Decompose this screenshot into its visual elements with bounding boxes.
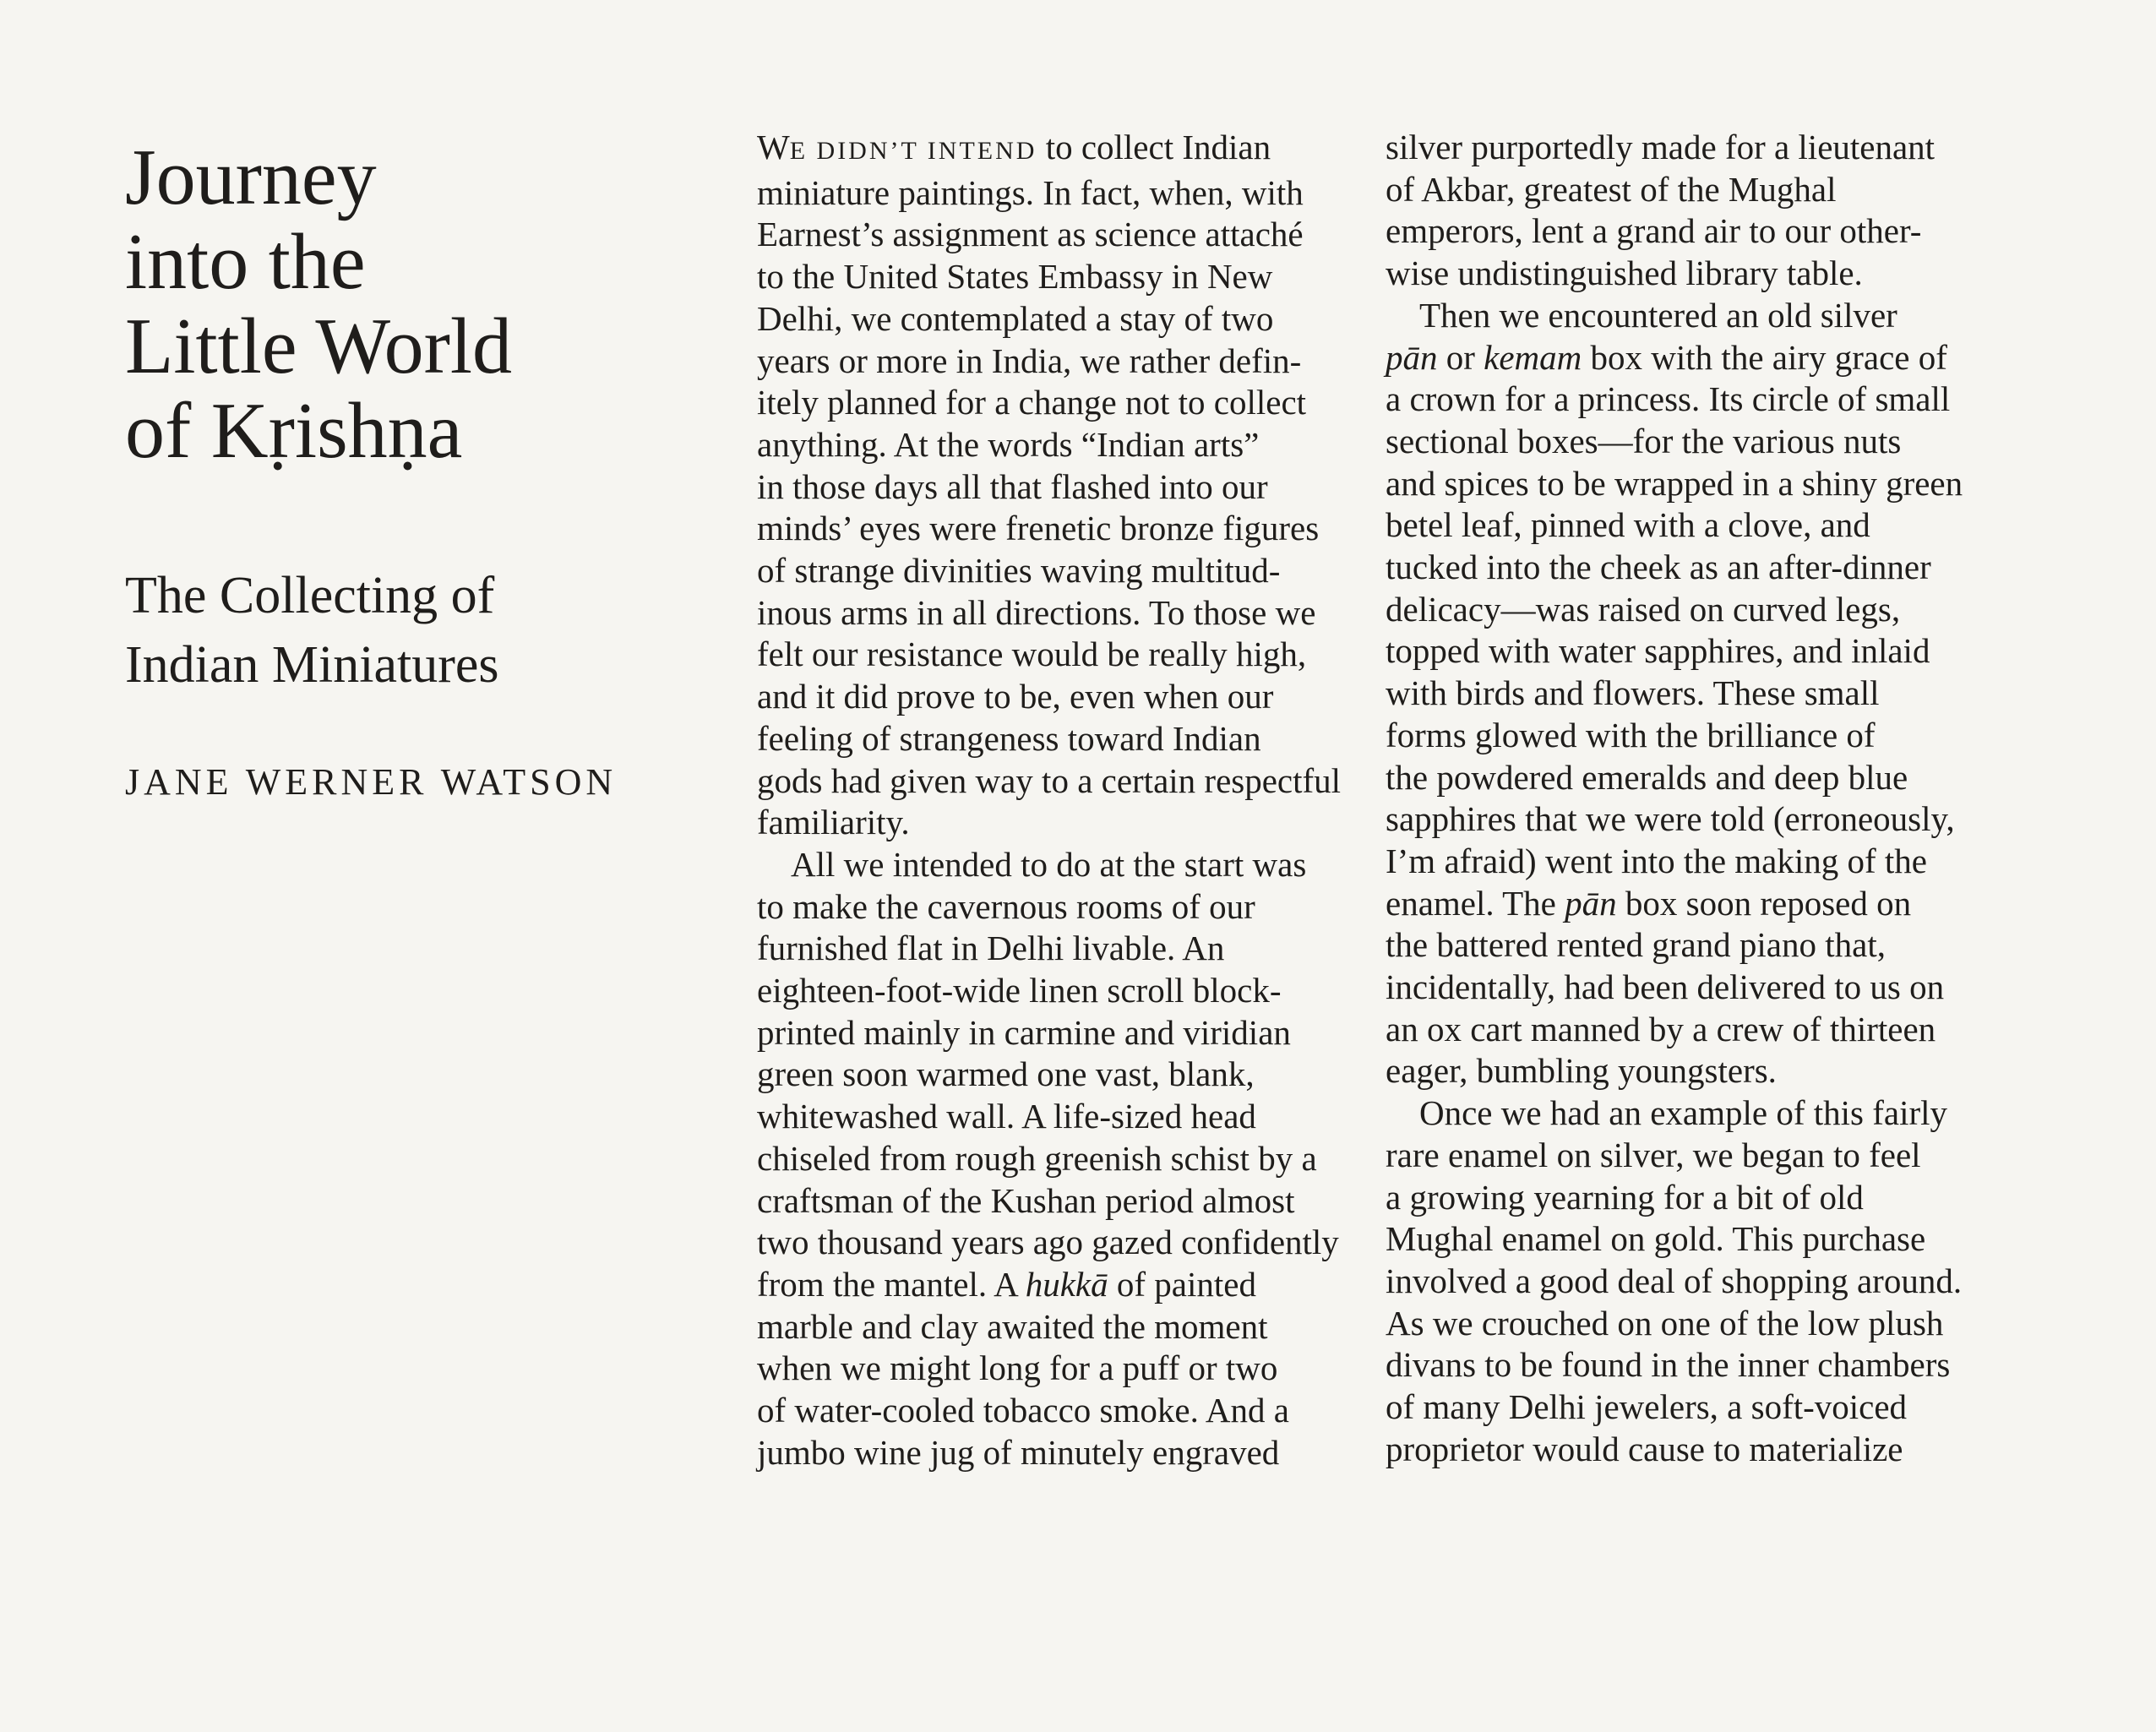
text-line: All we intended to do at the start was <box>791 844 1307 884</box>
title-line: Little World <box>125 302 513 390</box>
subtitle-line: The Collecting of <box>125 567 495 624</box>
text-line: the powdered emeralds and deep blue <box>1386 757 1908 797</box>
text-line <box>757 127 1348 172</box>
text-line: of strange divinities waving multitud- <box>757 551 1281 591</box>
text-line: and it did prove to be, even when our <box>757 677 1274 716</box>
text-line: Delhi, we contemplated a stay of two <box>757 298 1274 338</box>
text-line: a growing yearning for a bit of old <box>1386 1177 1864 1217</box>
text-line: eager, bumbling youngsters. <box>1386 1051 1777 1091</box>
text-line: emperors, lent a grand air to our other- <box>1386 211 1922 251</box>
text-line: when we might long for a puff or two <box>757 1348 1278 1388</box>
text-line: of many Delhi jewelers, a soft-voiced <box>1386 1387 1908 1427</box>
text-line: the battered rented grand piano that, <box>1386 925 1886 965</box>
text-line: delicacy—was raised on curved legs, <box>1386 589 1901 629</box>
drop-initial: W <box>757 128 790 166</box>
text-fragment: box with the airy grace of <box>1582 337 1947 377</box>
text-fragment: from the mantel. A <box>757 1264 1026 1304</box>
text-line: a crown for a princess. Its circle of small <box>1386 379 1951 419</box>
book-subtitle <box>125 561 499 700</box>
title-line: into the <box>125 218 366 306</box>
text-fragment: of painted <box>1108 1264 1256 1304</box>
text-line <box>757 1264 1348 1306</box>
text-line: of Akbar, greatest of the Mughal <box>1386 169 1837 209</box>
text-line: years or more in India, we rather defin- <box>757 340 1302 380</box>
title-line: of Kṛishṇa <box>125 387 463 475</box>
text-line: chiseled from rough greenish schist by a <box>757 1138 1317 1178</box>
text-line: eighteen-foot-wide linen scroll block- <box>757 971 1282 1010</box>
text-line: I’m afraid) went into the making of the <box>1386 841 1927 880</box>
text-line: inous arms in all directions. To those we <box>757 592 1316 632</box>
text-line <box>1386 337 1994 379</box>
text-line: and spices to be wrapped in a shiny green <box>1386 463 1963 503</box>
text-line: green soon warmed one vast, blank, <box>757 1054 1255 1094</box>
italic-term: kemam <box>1484 337 1582 377</box>
text-line: marble and clay awaited the moment <box>757 1306 1268 1346</box>
text-line: gods had given way to a certain respectful <box>757 760 1342 800</box>
italic-term: pān <box>1565 883 1617 923</box>
author-name: JANE WERNER WATSON <box>125 761 618 803</box>
text-line: tucked into the cheek as an after-dinner <box>1386 547 1931 587</box>
text-line: an ox cart manned by a crew of thirteen <box>1386 1009 1936 1048</box>
text-line: Mughal enamel on gold. This purchase <box>1386 1219 1926 1259</box>
text-line: forms glowed with the brilliance of <box>1386 715 1876 754</box>
text-line: Then we encountered an old silver <box>1419 295 1897 335</box>
italic-term: pān <box>1386 337 1438 377</box>
text-line: itely planned for a change not to collect <box>757 383 1307 422</box>
text-line: involved a good deal of shopping around. <box>1386 1261 1963 1300</box>
text-line: furnished flat in Delhi livable. An <box>757 929 1225 968</box>
text-line: As we crouched on one of the low plush <box>1386 1303 1944 1343</box>
text-line: in those days all that flashed into our <box>757 466 1268 506</box>
text-line: proprietor would cause to materialize <box>1386 1429 1903 1468</box>
small-caps-lead: E DIDN’T INTEND <box>789 137 1037 165</box>
text-line: to the United States Embassy in New <box>757 257 1273 297</box>
text-line: of water-cooled tobacco smoke. And a <box>757 1391 1289 1430</box>
text-line <box>1386 883 1994 925</box>
text-line: divans to be found in the inner chambers <box>1386 1345 1951 1385</box>
text-column-1 <box>757 127 1348 1474</box>
text-line: wise undistinguished library table. <box>1386 253 1863 293</box>
text-line: whitewashed wall. A life-sized head <box>757 1097 1256 1136</box>
text-line: topped with water sapphires, and inlaid <box>1386 631 1930 671</box>
text-line: sectional boxes—for the various nuts <box>1386 421 1902 460</box>
text-line: familiarity. <box>757 803 910 842</box>
text-line: anything. At the words “Indian arts” <box>757 424 1260 464</box>
text-line: incidentally, had been delivered to us on <box>1386 967 1945 1007</box>
text-line: sapphires that we were told (erroneously, <box>1386 799 1955 839</box>
text-line: Earnest’s assignment as science attaché <box>757 215 1304 254</box>
text-line: silver purportedly made for a lieutenant <box>1386 128 1936 166</box>
text-column-2 <box>1386 127 1994 1471</box>
text-line: felt our resistance would be really high, <box>757 635 1307 674</box>
text-line: two thousand years ago gazed confidently <box>757 1223 1339 1262</box>
text-line: craftsman of the Kushan period almost <box>757 1180 1295 1220</box>
text-line: rare enamel on silver, we began to feel <box>1386 1135 1921 1174</box>
text-fragment: or <box>1437 337 1484 377</box>
text-line: printed mainly in carmine and viridian <box>757 1012 1291 1052</box>
text-line: betel leaf, pinned with a clove, and <box>1386 505 1870 545</box>
book-title <box>125 135 512 473</box>
text-line: minds’ eyes were frenetic bronze figures <box>757 509 1320 548</box>
text-line: to make the cavernous rooms of our <box>757 886 1255 926</box>
title-line: Journey <box>125 133 377 221</box>
text-fragment: to collect Indian <box>1037 128 1271 166</box>
text-line: Once we had an example of this fairly <box>1419 1093 1948 1133</box>
subtitle-line: Indian Miniatures <box>125 636 499 694</box>
text-line: feeling of strangeness toward Indian <box>757 718 1261 758</box>
italic-term: hukkā <box>1025 1264 1108 1304</box>
text-line: miniature paintings. In fact, when, with <box>757 172 1304 212</box>
text-line: with birds and flowers. These small <box>1386 673 1880 713</box>
text-line: jumbo wine jug of minutely engraved <box>757 1432 1280 1472</box>
text-fragment: enamel. The <box>1386 883 1565 923</box>
text-fragment: box soon reposed on <box>1616 883 1912 923</box>
